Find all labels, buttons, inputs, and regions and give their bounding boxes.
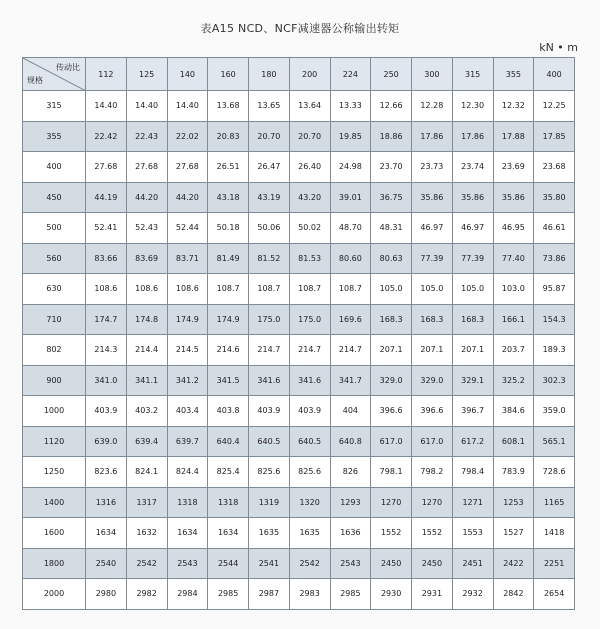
column-header: 125 [126, 58, 167, 91]
row-header-size: 630 [23, 274, 86, 305]
table-row [23, 579, 575, 610]
table-cell: 20.70 [249, 121, 290, 152]
table-cell: 1318 [167, 487, 208, 518]
table-cell: 798.2 [412, 457, 453, 488]
table-cell: 19.85 [330, 121, 371, 152]
table-row [23, 518, 575, 549]
table-cell: 2931 [412, 579, 453, 610]
table-cell: 214.3 [86, 335, 127, 366]
table-cell: 44.20 [126, 182, 167, 213]
table-cell: 27.68 [86, 152, 127, 183]
table-cell: 43.19 [249, 182, 290, 213]
table-cell: 108.7 [330, 274, 371, 305]
table-cell: 81.52 [249, 243, 290, 274]
table-cell: 27.68 [167, 152, 208, 183]
table-row [23, 152, 575, 183]
table-cell: 798.4 [452, 457, 493, 488]
corner-label-size: 规格 [27, 76, 43, 85]
table-cell: 329.0 [412, 365, 453, 396]
table-cell: 1319 [249, 487, 290, 518]
table-cell: 403.9 [86, 396, 127, 427]
table-row [23, 365, 575, 396]
table-cell: 83.69 [126, 243, 167, 274]
row-header-size: 315 [23, 91, 86, 122]
header-corner-cell [23, 58, 86, 91]
table-cell: 617.0 [371, 426, 412, 457]
table-cell: 1293 [330, 487, 371, 518]
table-cell: 203.7 [493, 335, 534, 366]
table-cell: 2985 [208, 579, 249, 610]
table-cell: 13.64 [289, 91, 330, 122]
table-cell: 12.30 [452, 91, 493, 122]
table-cell: 826 [330, 457, 371, 488]
table-cell: 17.88 [493, 121, 534, 152]
table-cell: 35.86 [493, 182, 534, 213]
table-cell: 214.4 [126, 335, 167, 366]
table-row [23, 182, 575, 213]
table-cell: 2541 [249, 548, 290, 579]
table-cell: 166.1 [493, 304, 534, 335]
table-cell: 1636 [330, 518, 371, 549]
table-cell: 168.3 [371, 304, 412, 335]
table-cell: 12.66 [371, 91, 412, 122]
table-cell: 174.7 [86, 304, 127, 335]
table-row [23, 457, 575, 488]
table-cell: 1634 [208, 518, 249, 549]
table-cell: 640.5 [249, 426, 290, 457]
table-cell: 824.1 [126, 457, 167, 488]
table-cell: 44.19 [86, 182, 127, 213]
table-cell: 2930 [371, 579, 412, 610]
table-cell: 2987 [249, 579, 290, 610]
table-cell: 12.28 [412, 91, 453, 122]
column-header: 355 [493, 58, 534, 91]
table-cell: 1527 [493, 518, 534, 549]
table-cell: 302.3 [534, 365, 575, 396]
table-cell: 403.2 [126, 396, 167, 427]
table-cell: 12.25 [534, 91, 575, 122]
table-row [23, 548, 575, 579]
table-cell: 608.1 [493, 426, 534, 457]
table-cell: 783.9 [493, 457, 534, 488]
table-body [23, 91, 575, 610]
table-cell: 189.3 [534, 335, 575, 366]
table-cell: 81.53 [289, 243, 330, 274]
table-row [23, 274, 575, 305]
table-cell: 14.40 [167, 91, 208, 122]
row-header-size: 400 [23, 152, 86, 183]
table-cell: 207.1 [371, 335, 412, 366]
table-cell: 1316 [86, 487, 127, 518]
table-cell: 80.60 [330, 243, 371, 274]
table-cell: 77.39 [452, 243, 493, 274]
table-cell: 329.0 [371, 365, 412, 396]
table-cell: 2422 [493, 548, 534, 579]
table-cell: 1632 [126, 518, 167, 549]
table-cell: 2543 [167, 548, 208, 579]
table-cell: 1634 [167, 518, 208, 549]
table-cell: 50.02 [289, 213, 330, 244]
row-header-size: 560 [23, 243, 86, 274]
table-cell: 1553 [452, 518, 493, 549]
table-cell: 83.66 [86, 243, 127, 274]
table-cell: 77.40 [493, 243, 534, 274]
table-cell: 2985 [330, 579, 371, 610]
table-cell: 13.65 [249, 91, 290, 122]
table-cell: 2540 [86, 548, 127, 579]
column-header: 140 [167, 58, 208, 91]
row-header-size: 1120 [23, 426, 86, 457]
table-cell: 26.47 [249, 152, 290, 183]
table-cell: 12.32 [493, 91, 534, 122]
row-header-size: 1600 [23, 518, 86, 549]
table-cell: 403.4 [167, 396, 208, 427]
table-cell: 2980 [86, 579, 127, 610]
table-row [23, 396, 575, 427]
table-cell: 23.68 [534, 152, 575, 183]
table-cell: 48.31 [371, 213, 412, 244]
table-cell: 35.86 [412, 182, 453, 213]
table-cell: 341.5 [208, 365, 249, 396]
table-cell: 48.70 [330, 213, 371, 244]
column-header: 160 [208, 58, 249, 91]
table-cell: 108.7 [289, 274, 330, 305]
column-header: 315 [452, 58, 493, 91]
row-header-size: 1800 [23, 548, 86, 579]
table-cell: 17.86 [412, 121, 453, 152]
table-cell: 73.86 [534, 243, 575, 274]
column-header: 200 [289, 58, 330, 91]
table-cell: 214.7 [289, 335, 330, 366]
table-cell: 22.02 [167, 121, 208, 152]
table-cell: 81.49 [208, 243, 249, 274]
column-header: 250 [371, 58, 412, 91]
table-cell: 175.0 [289, 304, 330, 335]
table-cell: 80.63 [371, 243, 412, 274]
table-cell: 214.5 [167, 335, 208, 366]
table-cell: 341.7 [330, 365, 371, 396]
table-cell: 77.39 [412, 243, 453, 274]
row-header-size: 2000 [23, 579, 86, 610]
table-cell: 1552 [371, 518, 412, 549]
table-cell: 36.75 [371, 182, 412, 213]
table-cell: 1418 [534, 518, 575, 549]
table-cell: 798.1 [371, 457, 412, 488]
table-cell: 174.9 [167, 304, 208, 335]
column-header: 112 [86, 58, 127, 91]
table-cell: 2450 [412, 548, 453, 579]
table-cell: 2544 [208, 548, 249, 579]
table-cell: 341.1 [126, 365, 167, 396]
table-cell: 2932 [452, 579, 493, 610]
table-cell: 214.7 [249, 335, 290, 366]
table-cell: 640.4 [208, 426, 249, 457]
table-cell: 50.06 [249, 213, 290, 244]
torque-table [22, 57, 575, 610]
column-header: 300 [412, 58, 453, 91]
table-cell: 1552 [412, 518, 453, 549]
table-cell: 52.41 [86, 213, 127, 244]
table-cell: 24.98 [330, 152, 371, 183]
column-header: 180 [249, 58, 290, 91]
table-cell: 2982 [126, 579, 167, 610]
table-cell: 43.20 [289, 182, 330, 213]
table-cell: 341.6 [289, 365, 330, 396]
table-cell: 46.97 [412, 213, 453, 244]
table-cell: 403.9 [289, 396, 330, 427]
table-cell: 2251 [534, 548, 575, 579]
table-cell: 95.87 [534, 274, 575, 305]
table-cell: 26.40 [289, 152, 330, 183]
table-cell: 329.1 [452, 365, 493, 396]
table-cell: 18.86 [371, 121, 412, 152]
table-cell: 2450 [371, 548, 412, 579]
row-header-size: 710 [23, 304, 86, 335]
table-cell: 13.33 [330, 91, 371, 122]
row-header-size: 1000 [23, 396, 86, 427]
table-cell: 2984 [167, 579, 208, 610]
column-header: 224 [330, 58, 371, 91]
table-cell: 13.68 [208, 91, 249, 122]
table-cell: 83.71 [167, 243, 208, 274]
table-cell: 2983 [289, 579, 330, 610]
table-cell: 154.3 [534, 304, 575, 335]
table-row [23, 213, 575, 244]
table-cell: 1270 [371, 487, 412, 518]
table-cell: 50.18 [208, 213, 249, 244]
table-cell: 728.6 [534, 457, 575, 488]
table-cell: 1318 [208, 487, 249, 518]
table-cell: 1253 [493, 487, 534, 518]
row-header-size: 900 [23, 365, 86, 396]
table-cell: 168.3 [452, 304, 493, 335]
table-cell: 1320 [289, 487, 330, 518]
table-cell: 565.1 [534, 426, 575, 457]
table-cell: 23.73 [412, 152, 453, 183]
row-header-size: 355 [23, 121, 86, 152]
table-cell: 617.2 [452, 426, 493, 457]
table-cell: 824.4 [167, 457, 208, 488]
table-cell: 403.9 [249, 396, 290, 427]
table-cell: 341.2 [167, 365, 208, 396]
table-cell: 825.6 [289, 457, 330, 488]
table-cell: 35.86 [452, 182, 493, 213]
table-cell: 43.18 [208, 182, 249, 213]
table-cell: 105.0 [412, 274, 453, 305]
table-cell: 26.51 [208, 152, 249, 183]
table-cell: 46.97 [452, 213, 493, 244]
table-cell: 174.9 [208, 304, 249, 335]
table-cell: 14.40 [126, 91, 167, 122]
table-cell: 823.6 [86, 457, 127, 488]
table-row [23, 335, 575, 366]
table-cell: 639.4 [126, 426, 167, 457]
table-cell: 46.95 [493, 213, 534, 244]
table-cell: 1635 [249, 518, 290, 549]
table-cell: 214.7 [330, 335, 371, 366]
corner-label-ratio: 传动比 [56, 63, 80, 72]
table-cell: 52.44 [167, 213, 208, 244]
table-cell: 17.86 [452, 121, 493, 152]
table-cell: 214.6 [208, 335, 249, 366]
table-cell: 108.7 [208, 274, 249, 305]
row-header-size: 500 [23, 213, 86, 244]
table-row [23, 487, 575, 518]
table-cell: 105.0 [452, 274, 493, 305]
unit-label: kN • m [539, 41, 578, 54]
table-cell: 359.0 [534, 396, 575, 427]
table-cell: 2451 [452, 548, 493, 579]
row-header-size: 1400 [23, 487, 86, 518]
table-cell: 2654 [534, 579, 575, 610]
table-cell: 52.43 [126, 213, 167, 244]
table-cell: 20.70 [289, 121, 330, 152]
table-row [23, 121, 575, 152]
table-cell: 22.42 [86, 121, 127, 152]
table-cell: 325.2 [493, 365, 534, 396]
table-cell: 175.0 [249, 304, 290, 335]
table-row [23, 91, 575, 122]
table-cell: 108.6 [86, 274, 127, 305]
table-cell: 1635 [289, 518, 330, 549]
row-header-size: 802 [23, 335, 86, 366]
table-cell: 396.6 [412, 396, 453, 427]
table-title: 表A15 NCD、NCF减速器公称输出转矩 [200, 22, 400, 35]
table-cell: 39.01 [330, 182, 371, 213]
table-cell: 639.0 [86, 426, 127, 457]
table-cell: 35.80 [534, 182, 575, 213]
row-header-size: 450 [23, 182, 86, 213]
table-cell: 2542 [289, 548, 330, 579]
table-cell: 108.7 [249, 274, 290, 305]
table-cell: 169.6 [330, 304, 371, 335]
table-cell: 20.83 [208, 121, 249, 152]
table-cell: 108.6 [167, 274, 208, 305]
table-cell: 2842 [493, 579, 534, 610]
table-cell: 396.6 [371, 396, 412, 427]
table-cell: 640.8 [330, 426, 371, 457]
table-cell: 174.8 [126, 304, 167, 335]
table-row [23, 304, 575, 335]
table-row [23, 426, 575, 457]
table-cell: 2542 [126, 548, 167, 579]
table-cell: 384.6 [493, 396, 534, 427]
table-cell: 44.20 [167, 182, 208, 213]
table-cell: 404 [330, 396, 371, 427]
table-cell: 341.0 [86, 365, 127, 396]
table-cell: 396.7 [452, 396, 493, 427]
table-cell: 168.3 [412, 304, 453, 335]
table-cell: 17.85 [534, 121, 575, 152]
table-cell: 825.4 [208, 457, 249, 488]
table-cell: 23.70 [371, 152, 412, 183]
table-cell: 14.40 [86, 91, 127, 122]
table-cell: 23.74 [452, 152, 493, 183]
table-cell: 617.0 [412, 426, 453, 457]
table-cell: 1634 [86, 518, 127, 549]
column-header: 400 [534, 58, 575, 91]
table-cell: 639.7 [167, 426, 208, 457]
table-cell: 1165 [534, 487, 575, 518]
table-cell: 2543 [330, 548, 371, 579]
table-cell: 1271 [452, 487, 493, 518]
table-cell: 207.1 [412, 335, 453, 366]
table-cell: 1317 [126, 487, 167, 518]
table-cell: 341.6 [249, 365, 290, 396]
table-cell: 22.43 [126, 121, 167, 152]
table-cell: 27.68 [126, 152, 167, 183]
table-cell: 825.6 [249, 457, 290, 488]
table-cell: 207.1 [452, 335, 493, 366]
table-row [23, 243, 575, 274]
table-cell: 403.8 [208, 396, 249, 427]
table-cell: 105.0 [371, 274, 412, 305]
table-cell: 23.69 [493, 152, 534, 183]
table-cell: 1270 [412, 487, 453, 518]
table-cell: 103.0 [493, 274, 534, 305]
row-header-size: 1250 [23, 457, 86, 488]
table-cell: 108.6 [126, 274, 167, 305]
table-cell: 46.61 [534, 213, 575, 244]
table-cell: 640.5 [289, 426, 330, 457]
header-row [23, 58, 575, 91]
